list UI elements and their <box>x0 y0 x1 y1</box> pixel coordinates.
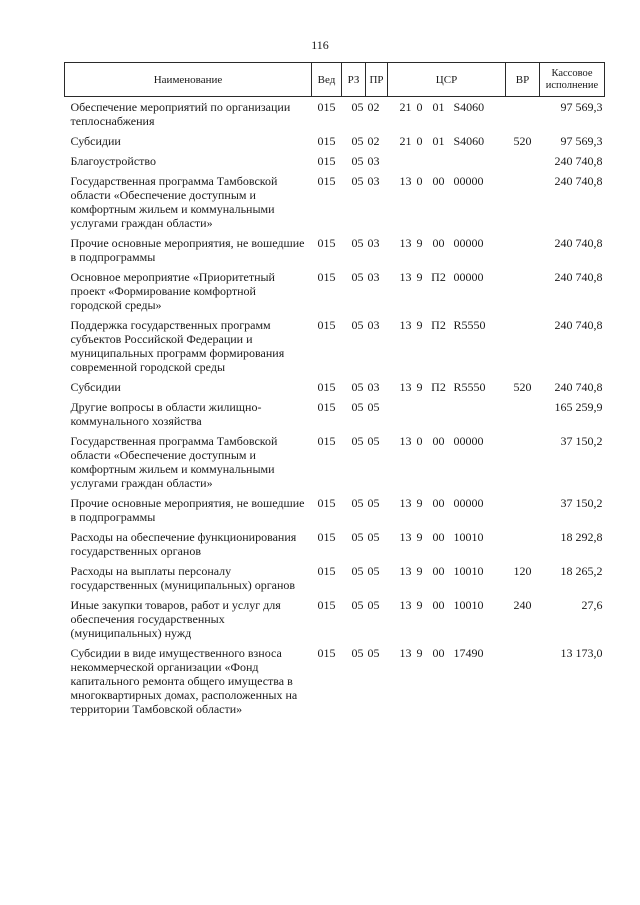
row-pr: 03 <box>367 154 380 168</box>
row-csr-part: 0 <box>416 174 423 188</box>
table-row <box>65 171 605 233</box>
row-csr <box>388 397 506 431</box>
header-kassovoe-line2: исполнение <box>545 79 599 91</box>
row-rz: 05 <box>351 530 364 544</box>
row-csr-part: 13 <box>399 496 412 510</box>
row-csr-part: 9 <box>416 646 423 660</box>
row-name: Государственная программа Тамбовской области «Обеспечение доступным и комфортным жильем и коммунальными услугами граждан области» <box>70 434 278 490</box>
row-pr: 03 <box>367 318 380 332</box>
row-csr-part: 00000 <box>453 496 484 510</box>
header-vr: ВР <box>506 63 540 97</box>
row-ved: 015 <box>317 598 336 612</box>
row-pr: 05 <box>367 564 380 578</box>
row-csr <box>388 527 506 561</box>
row-csr-part: 00000 <box>453 236 484 250</box>
row-csr-part: 00000 <box>453 434 484 448</box>
row-rz: 05 <box>351 270 364 284</box>
header-ved: Вед <box>312 63 342 97</box>
row-ved: 015 <box>317 564 336 578</box>
row-csr-part: 13 <box>399 380 412 394</box>
table-row <box>65 267 605 315</box>
row-name: Государственная программа Тамбовской области «Обеспечение доступным и комфортным жильем и коммунальными услугами граждан области» <box>70 174 278 230</box>
row-csr-part: П2 <box>431 318 446 332</box>
header-pr: ПР <box>366 63 388 97</box>
row-csr-part: П2 <box>431 270 446 284</box>
row-name: Субсидии <box>70 380 121 394</box>
header-kassovoe-line1: Кассовое <box>551 67 593 79</box>
row-csr <box>388 561 506 595</box>
row-csr-code <box>388 598 506 612</box>
row-vr <box>506 493 540 527</box>
row-name: Субсидии <box>70 134 121 148</box>
row-rz: 05 <box>351 154 364 168</box>
row-amount: 240 740,8 <box>554 270 603 284</box>
row-name: Другие вопросы в области жилищно-коммунального хозяйства <box>70 400 262 428</box>
row-ved: 015 <box>317 400 336 414</box>
row-csr-part: S4060 <box>453 134 485 148</box>
row-csr-part: 21 <box>399 134 412 148</box>
row-rz: 05 <box>351 134 364 148</box>
row-csr-part: 00 <box>432 530 445 544</box>
row-csr <box>388 131 506 151</box>
row-rz: 05 <box>351 318 364 332</box>
row-amount: 18 292,8 <box>560 530 603 544</box>
row-csr-part: 17490 <box>453 646 484 660</box>
row-rz: 05 <box>351 100 364 114</box>
table-row <box>65 643 605 719</box>
row-pr: 03 <box>367 236 380 250</box>
row-csr-code <box>388 434 506 448</box>
row-vr <box>506 171 540 233</box>
row-csr <box>388 377 506 397</box>
row-ved: 015 <box>317 154 336 168</box>
header-kassovoe <box>540 63 605 97</box>
row-name: Поддержка государственных программ субъектов Российской Федерации и муниципальных программ формирования современной городской среды <box>70 318 285 374</box>
row-ved: 015 <box>317 270 336 284</box>
row-csr <box>388 431 506 493</box>
row-csr-part: 0 <box>416 134 423 148</box>
row-csr-part: 0 <box>416 100 423 114</box>
row-pr: 03 <box>367 174 380 188</box>
row-name: Расходы на выплаты персоналу государственных (муниципальных) органов <box>70 564 296 592</box>
row-pr: 03 <box>367 380 380 394</box>
row-name: Обеспечение мероприятий по организации теплоснабжения <box>70 100 291 128</box>
row-csr-part: 13 <box>399 174 412 188</box>
row-csr <box>388 97 506 132</box>
row-csr-part: R5550 <box>453 380 486 394</box>
row-csr-part: 9 <box>416 564 423 578</box>
row-csr-part: 01 <box>432 134 445 148</box>
row-csr-code <box>388 270 506 284</box>
row-pr: 05 <box>367 646 380 660</box>
row-pr: 05 <box>367 530 380 544</box>
table-row <box>65 595 605 643</box>
row-rz: 05 <box>351 380 364 394</box>
row-vr: 520 <box>513 134 532 148</box>
row-csr-part: 13 <box>399 434 412 448</box>
row-ved: 015 <box>317 236 336 250</box>
row-csr <box>388 493 506 527</box>
table-row <box>65 561 605 595</box>
row-csr <box>388 315 506 377</box>
row-csr-part: 9 <box>416 496 423 510</box>
row-amount: 240 740,8 <box>554 380 603 394</box>
row-csr-part: 00000 <box>453 174 484 188</box>
row-csr-part: 00 <box>432 646 445 660</box>
row-name: Прочие основные мероприятия, не вошедшие в подпрограммы <box>70 236 305 264</box>
row-csr-code <box>388 564 506 578</box>
row-name: Основное мероприятие «Приоритетный проект «Формирование комфортной городской среды» <box>70 270 275 312</box>
row-amount: 27,6 <box>581 598 603 612</box>
row-csr-code <box>388 496 506 510</box>
header-name: Наименование <box>65 63 312 97</box>
table-row <box>65 493 605 527</box>
table-row <box>65 527 605 561</box>
table-row <box>65 397 605 431</box>
row-amount: 18 265,2 <box>560 564 603 578</box>
row-csr-part: 00 <box>432 174 445 188</box>
table-row <box>65 233 605 267</box>
row-csr-part: 00000 <box>453 270 484 284</box>
row-csr-code <box>388 530 506 544</box>
row-csr <box>388 643 506 719</box>
row-rz: 05 <box>351 236 364 250</box>
row-ved: 015 <box>317 434 336 448</box>
row-csr-code <box>388 100 506 114</box>
row-csr-code <box>388 318 506 332</box>
row-amount: 240 740,8 <box>554 236 603 250</box>
row-vr <box>506 151 540 171</box>
row-csr <box>388 267 506 315</box>
row-csr-part: 9 <box>416 236 423 250</box>
row-csr-part: 0 <box>416 434 423 448</box>
row-ved: 015 <box>317 646 336 660</box>
row-csr-part: 13 <box>399 236 412 250</box>
row-amount: 165 259,9 <box>554 400 603 414</box>
row-vr <box>506 431 540 493</box>
row-csr-part: 00 <box>432 236 445 250</box>
row-rz: 05 <box>351 400 364 414</box>
row-rz: 05 <box>351 496 364 510</box>
row-vr <box>506 315 540 377</box>
row-ved: 015 <box>317 380 336 394</box>
row-pr: 05 <box>367 496 380 510</box>
row-csr-part: 9 <box>416 530 423 544</box>
row-rz: 05 <box>351 598 364 612</box>
row-amount: 97 569,3 <box>560 100 603 114</box>
row-csr-part: 9 <box>416 598 423 612</box>
row-vr <box>506 267 540 315</box>
row-rz: 05 <box>351 646 364 660</box>
row-rz: 05 <box>351 174 364 188</box>
row-pr: 05 <box>367 598 380 612</box>
row-csr-part: 00 <box>432 496 445 510</box>
table-row <box>65 131 605 151</box>
row-csr-part: 10010 <box>453 598 484 612</box>
row-amount: 240 740,8 <box>554 154 603 168</box>
row-csr <box>388 595 506 643</box>
row-csr-part: 00 <box>432 434 445 448</box>
row-csr-part: П2 <box>431 380 446 394</box>
row-csr-part: 10010 <box>453 530 484 544</box>
row-csr-part: 10010 <box>453 564 484 578</box>
row-amount: 37 150,2 <box>560 434 603 448</box>
table-row <box>65 431 605 493</box>
row-vr <box>506 97 540 132</box>
row-amount: 37 150,2 <box>560 496 603 510</box>
row-name: Расходы на обеспечение функционирования государственных органов <box>70 530 297 558</box>
row-csr-code <box>388 646 506 660</box>
row-vr <box>506 643 540 719</box>
row-pr: 03 <box>367 270 380 284</box>
row-csr <box>388 171 506 233</box>
row-ved: 015 <box>317 530 336 544</box>
row-pr: 05 <box>367 400 380 414</box>
row-csr-part: 13 <box>399 318 412 332</box>
row-csr-code <box>388 134 506 148</box>
row-vr <box>506 397 540 431</box>
row-csr-part: 13 <box>399 598 412 612</box>
row-vr: 120 <box>513 564 532 578</box>
row-name: Иные закупки товаров, работ и услуг для обеспечения государственных (муниципальных) нужд <box>70 598 281 640</box>
row-vr <box>506 233 540 267</box>
row-vr: 240 <box>513 598 532 612</box>
row-name: Субсидии в виде имущественного взноса некоммерческой организации «Фонд капитального ремонта общего имущества в многоквартирных домах, расположенных на территории Тамбовской области» <box>70 646 298 716</box>
row-csr-part: 13 <box>399 270 412 284</box>
page-number: 116 <box>311 38 329 52</box>
row-name: Прочие основные мероприятия, не вошедшие в подпрограммы <box>70 496 305 524</box>
row-vr <box>506 527 540 561</box>
row-csr-part: 01 <box>432 100 445 114</box>
row-ved: 015 <box>317 134 336 148</box>
row-csr <box>388 233 506 267</box>
row-csr-code <box>388 380 506 394</box>
row-pr: 02 <box>367 134 380 148</box>
row-csr-part: 21 <box>399 100 412 114</box>
row-csr-part: 9 <box>416 270 423 284</box>
row-csr-code <box>388 236 506 250</box>
row-csr-part: 00 <box>432 564 445 578</box>
row-ved: 015 <box>317 318 336 332</box>
row-name: Благоустройство <box>70 154 157 168</box>
table-row <box>65 97 605 132</box>
row-csr-part: 9 <box>416 318 423 332</box>
header-csr: ЦСР <box>388 63 506 97</box>
budget-table <box>64 62 605 719</box>
row-csr-part: 13 <box>399 564 412 578</box>
row-amount: 240 740,8 <box>554 318 603 332</box>
row-amount: 13 173,0 <box>560 646 603 660</box>
row-csr-part: 00 <box>432 598 445 612</box>
row-pr: 02 <box>367 100 380 114</box>
row-ved: 015 <box>317 100 336 114</box>
header-rz: РЗ <box>342 63 366 97</box>
row-csr-part: R5550 <box>453 318 486 332</box>
row-csr-part: 13 <box>399 530 412 544</box>
row-pr: 05 <box>367 434 380 448</box>
row-ved: 015 <box>317 496 336 510</box>
row-csr <box>388 151 506 171</box>
row-amount: 240 740,8 <box>554 174 603 188</box>
table-header <box>65 63 605 97</box>
table-row <box>65 377 605 397</box>
table-body <box>65 97 605 720</box>
row-vr: 520 <box>513 380 532 394</box>
row-rz: 05 <box>351 564 364 578</box>
table-row <box>65 151 605 171</box>
row-rz: 05 <box>351 434 364 448</box>
row-csr-part: 13 <box>399 646 412 660</box>
table-row <box>65 315 605 377</box>
row-csr-part: S4060 <box>453 100 485 114</box>
row-ved: 015 <box>317 174 336 188</box>
row-csr-code <box>388 174 506 188</box>
row-amount: 97 569,3 <box>560 134 603 148</box>
row-csr-part: 9 <box>416 380 423 394</box>
